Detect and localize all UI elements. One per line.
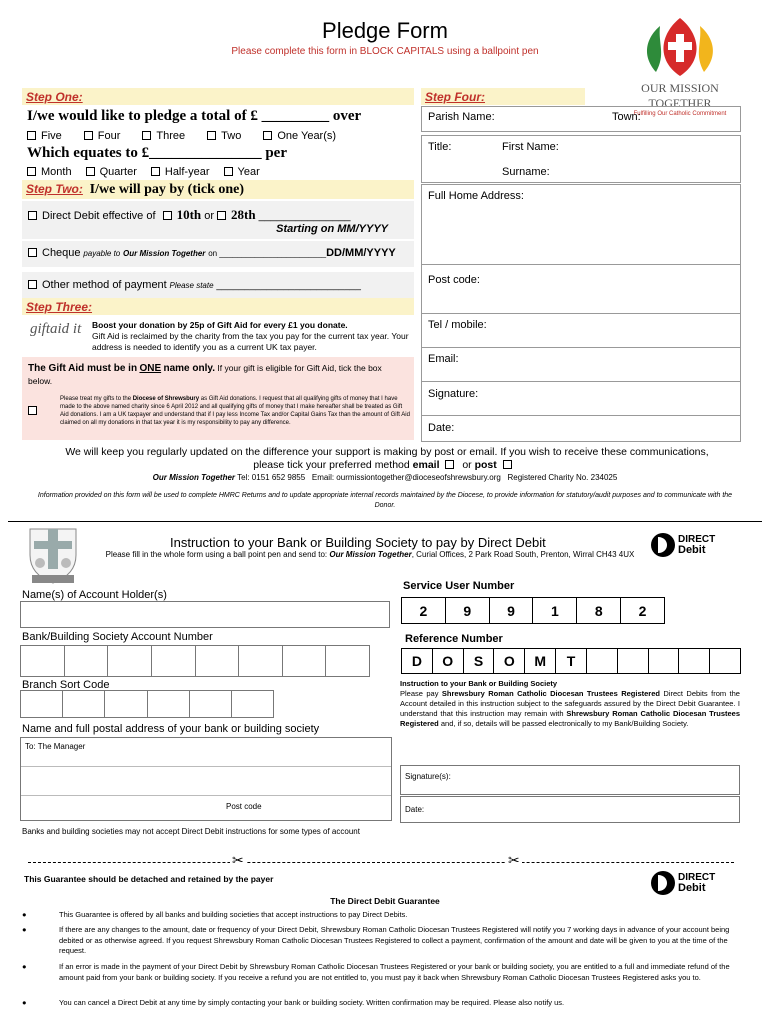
other-payment-checkbox[interactable] (28, 280, 37, 289)
scissors-icon: ✂ (508, 852, 520, 868)
pledge-total-line[interactable]: I/we would like to pledge a total of £ _________ over (27, 108, 362, 124)
diocese-crest (22, 525, 84, 587)
sort-code-label: Branch Sort Code (22, 679, 110, 691)
home-address-label: Full Home Address: (428, 190, 524, 202)
sun-digit: 9 (490, 597, 534, 624)
step-one-header (22, 88, 414, 105)
bank-address-field[interactable] (20, 737, 392, 821)
email-field[interactable] (421, 347, 741, 382)
account-holder-field[interactable] (20, 601, 390, 628)
account-holder-label: Name(s) of Account Holder(s) (22, 589, 167, 601)
detach-note: This Guarantee should be detached and retained by the payer (24, 874, 274, 884)
dd-signature-label: Signature(s): (405, 772, 451, 781)
period-halfyear-option[interactable]: Half-year (151, 166, 210, 178)
bank-postcode-label: Post code (226, 802, 262, 811)
bank-instruction-title: Instruction to your Bank or Building Society (400, 679, 558, 688)
bank-address-label: Name and full postal address of your bank or building society (22, 723, 320, 735)
giftaid-claimed: Gift Aid is reclaimed by the charity from the tax you pay for the current tax year. Your address is needed to identify you as a current UK tax payer. (92, 331, 409, 352)
period-month-option[interactable]: Month (27, 166, 72, 178)
date-label: Date: (428, 422, 455, 434)
title-label: Title: (428, 141, 452, 153)
giftaid-must-b: name only. (163, 363, 215, 374)
step-two-header (22, 180, 414, 199)
post-option-label: post (474, 459, 497, 471)
guarantee-bullet: ● If there are any changes to the amount, date or frequency of your Direct Debit, Shrewsbury Roman Catholic Diocesan Trustees Registered will notify you 7 working days in advance of your account being debited or as otherwise agreed. If you request Shrewsbury Roman Catholic Diocesan Trustees Registered to collect a payment, confirmation of the amount and date will be given to you at the time of the request. (22, 925, 730, 955)
service-user-number-label: Service User Number (403, 580, 515, 592)
giftaid-must-a: The Gift Aid must be in (28, 363, 138, 374)
dd-starting-on: Starting on MM/YYYY (276, 223, 388, 235)
dd-date-field[interactable] (400, 796, 740, 823)
checkbox[interactable] (27, 131, 36, 140)
sort-code-boxes[interactable] (20, 690, 274, 718)
giftaid-checkbox[interactable] (28, 406, 37, 415)
postcode-label: Post code: (428, 274, 480, 286)
giftaid-declaration: Please treat my gifts to the Diocese of Shrewsbury as Gift Aid donations. I request that all qualifying gifts of money that I have made to the above named charity since 6 April 2012 and all qualifying gifts of money that I make hereafter shall be treated as Gift Aid donations. I am a UK taxpayer and understand that if I pay less Income Tax and/or Capital Gains Tax than the amount of Gift Aid claimed on all my donations in that tax year it is my responsibility to pay any difference. (60, 396, 410, 426)
period-quarter-option[interactable]: Quarter (86, 166, 137, 178)
period-options (27, 166, 260, 178)
cheque-checkbox[interactable] (28, 248, 37, 257)
scissors-icon: ✂ (232, 852, 244, 868)
first-name-label: First Name: (502, 141, 559, 153)
year-two-option[interactable]: Two (207, 130, 241, 142)
cheque-date-blank[interactable]: on ________________________ (208, 249, 327, 258)
direct-debit-icon (650, 870, 676, 896)
other-payment-label: Other method of payment (42, 279, 167, 291)
checkbox[interactable] (27, 167, 36, 176)
dd-10th-label: 10th (176, 207, 202, 222)
year-options (27, 130, 417, 142)
guarantee-bullet: ● You can cancel a Direct Debit at any time by simply contacting your bank or building society. Written confirmation may be required. Please also notify us. (22, 998, 565, 1007)
date-field[interactable] (421, 415, 741, 442)
email-checkbox[interactable] (445, 460, 454, 469)
step-two-label: Step Two: (26, 182, 83, 196)
info-note: Information provided on this form will be used to complete HMRC Returns and to update appropriate internal records maintained by the Diocese, to provide information for statutory/audit purposes and to communicate with the Donor. (37, 492, 733, 509)
checkbox[interactable] (224, 167, 233, 176)
year-one-option[interactable]: One Year(s) (263, 130, 336, 142)
sun-digit: 8 (577, 597, 621, 624)
sun-digit: 2 (621, 597, 665, 624)
cut-line (22, 852, 740, 868)
banks-note: Banks and building societies may not accept Direct Debit instructions for some types of account (22, 827, 360, 836)
service-user-number (401, 597, 665, 624)
dd-date-label: Date: (405, 805, 425, 814)
dd-fill-instruction: Please fill in the whole form using a ball point pen and send to: Our Mission Together, Curial Offices, 2 Park Road South, Prenton, Wirral CH43 4UX (105, 550, 635, 559)
equates-line[interactable]: Which equates to £_______________ per (27, 145, 287, 161)
postcode-field[interactable] (421, 264, 741, 314)
dd-28th-label: 28th (231, 207, 256, 222)
home-address-field[interactable] (421, 184, 741, 264)
cheque-row (22, 241, 414, 267)
reference-char-box[interactable]: O (433, 648, 464, 674)
cheque-payee: Our Mission Together (123, 249, 206, 258)
dd-start-blank[interactable]: _______________ (258, 210, 351, 222)
checkbox[interactable] (151, 167, 160, 176)
signature-field[interactable] (421, 381, 741, 416)
checkbox[interactable] (207, 131, 216, 140)
dd-signature-field[interactable] (400, 765, 740, 795)
dd-or-label: or (204, 210, 214, 222)
flame-cross-icon (610, 14, 750, 78)
bank-instruction: Instruction to your Bank or Building Society Please pay Shrewsbury Roman Catholic Diocesan Trustees Registered Direct Debits from the Account detailed in this instruction subject to the safeguards assured by the Direct Debit Guarantee. I understand that this instruction may remain with Shrewsbury Roman Catholic Diocesan Trustees Registered and, if so, details will be passed electronically to my Bank/Building Society. (400, 679, 741, 728)
step-two-heading: I/we will pay by (tick one) (89, 182, 245, 197)
reference-char-box[interactable] (587, 648, 618, 674)
step-four-header (421, 88, 585, 105)
period-year-option[interactable]: Year (224, 166, 260, 178)
page-title: Pledge Form (322, 18, 448, 43)
dd-heading: Instruction to your Bank or Building Society to pay by Direct Debit (170, 535, 546, 550)
cheque-label: Cheque (42, 247, 81, 259)
giftaid-must-c: If your gift is eligible for Gift Aid, tick the box below. (28, 363, 382, 386)
updates-line1: We will keep you regularly updated on the difference your support is making by post or email. If you wish to receive these communications, (65, 446, 709, 458)
logo-name: OUR MISSION TOGETHER (641, 81, 719, 110)
logo-tagline: Fulfilling Our Catholic Commitment (633, 111, 727, 117)
direct-debit-row (22, 201, 414, 239)
giftaid-logo: giftaid it (30, 321, 82, 337)
step-three-label: Step Three: (26, 300, 93, 314)
guarantee-heading: The Direct Debit Guarantee (330, 896, 440, 906)
checkbox[interactable] (263, 131, 272, 140)
direct-debit-logo: DIRECT Debit (650, 530, 745, 560)
year-three-option[interactable]: Three (142, 130, 185, 142)
surname-label: Surname: (502, 166, 550, 178)
giftaid-box (22, 357, 414, 440)
checkbox[interactable] (84, 131, 93, 140)
giftaid-boost: Boost your donation by 25p of Gift Aid for every £1 you donate. (92, 320, 348, 330)
other-payment-state: Please state (169, 281, 214, 290)
name-field[interactable] (421, 135, 741, 183)
cheque-payable: payable to (83, 249, 121, 258)
town-label: Town: (612, 111, 641, 123)
checkbox[interactable] (86, 167, 95, 176)
separator-line (8, 521, 762, 522)
sun-digit: 2 (401, 597, 446, 624)
direct-debit-logo-2: DIRECT Debit (650, 868, 745, 898)
parish-field[interactable] (421, 106, 741, 132)
reference-number-label: Reference Number (405, 633, 503, 645)
guarantee-bullet: ● This Guarantee is offered by all banks and building societies that accept instructions to pay Direct Debits. (22, 910, 408, 919)
reference-char-box[interactable] (710, 648, 741, 674)
contact-line: Our Mission Together Tel: 0151 652 9855 Email: ourmissiontogether@dioceseofshrewsbury.org Registered Charity No. 234025 (152, 473, 618, 482)
reference-char-box[interactable]: S (464, 648, 495, 674)
guarantee-bullet: ● If an error is made in the payment of your Direct Debit by Shrewsbury Roman Catholic Diocesan Trustees Registered or your bank or building society, you are entitled to a full and immediate refund of the amount paid from your bank or building society. If you receive a refund you are not entitled to, you must pay it back when Shrewsbury Roman Catholic Diocesan Trustees Registered asks you to. (22, 962, 730, 982)
account-number-label: Bank/Building Society Account Number (22, 631, 213, 643)
direct-debit-label: Direct Debit effective of (42, 210, 156, 222)
checkbox[interactable] (142, 131, 151, 140)
giftaid-must-one: ONE (139, 363, 162, 374)
tel-field[interactable] (421, 313, 741, 348)
page-subtitle: Please complete this form in BLOCK CAPITALS using a ballpoint pen (231, 46, 539, 57)
reference-char-box[interactable] (679, 648, 710, 674)
dd-28th-checkbox[interactable] (217, 211, 226, 220)
cheque-date-format: DD/MM/YYYY (326, 247, 396, 259)
parish-label: Parish Name: (428, 111, 495, 123)
reference-char-box[interactable] (618, 648, 649, 674)
account-number-boxes[interactable] (20, 645, 370, 677)
direct-debit-icon (650, 532, 676, 558)
reference-char-box[interactable]: D (401, 648, 433, 674)
step-three-header (22, 298, 414, 315)
email-label: Email: (428, 353, 459, 365)
other-payment-row (22, 272, 414, 298)
reference-number[interactable] (401, 648, 741, 674)
post-checkbox[interactable] (503, 460, 512, 469)
reference-char-box[interactable]: M (525, 648, 556, 674)
year-five-option[interactable]: Five (27, 130, 62, 142)
sun-digit: 1 (533, 597, 577, 624)
tel-label: Tel / mobile: (428, 319, 487, 331)
signature-label: Signature: (428, 388, 479, 400)
sun-digit: 9 (446, 597, 490, 624)
step-one-label: Step One: (26, 90, 83, 104)
email-option-label: email (412, 459, 440, 471)
updates-line2: please tick your preferred method email or post (0, 459, 770, 471)
reference-char-box[interactable]: T (556, 648, 587, 674)
year-four-option[interactable]: Four (84, 130, 121, 142)
direct-debit-checkbox[interactable] (28, 211, 37, 220)
dd-10th-checkbox[interactable] (163, 211, 172, 220)
to-manager-label: To: The Manager (25, 742, 86, 751)
reference-char-box[interactable] (649, 648, 680, 674)
step-four-label: Step Four: (425, 90, 485, 104)
crest-icon (22, 525, 84, 587)
reference-char-box[interactable]: O (494, 648, 525, 674)
other-payment-blank[interactable]: __________________________ (216, 280, 361, 291)
